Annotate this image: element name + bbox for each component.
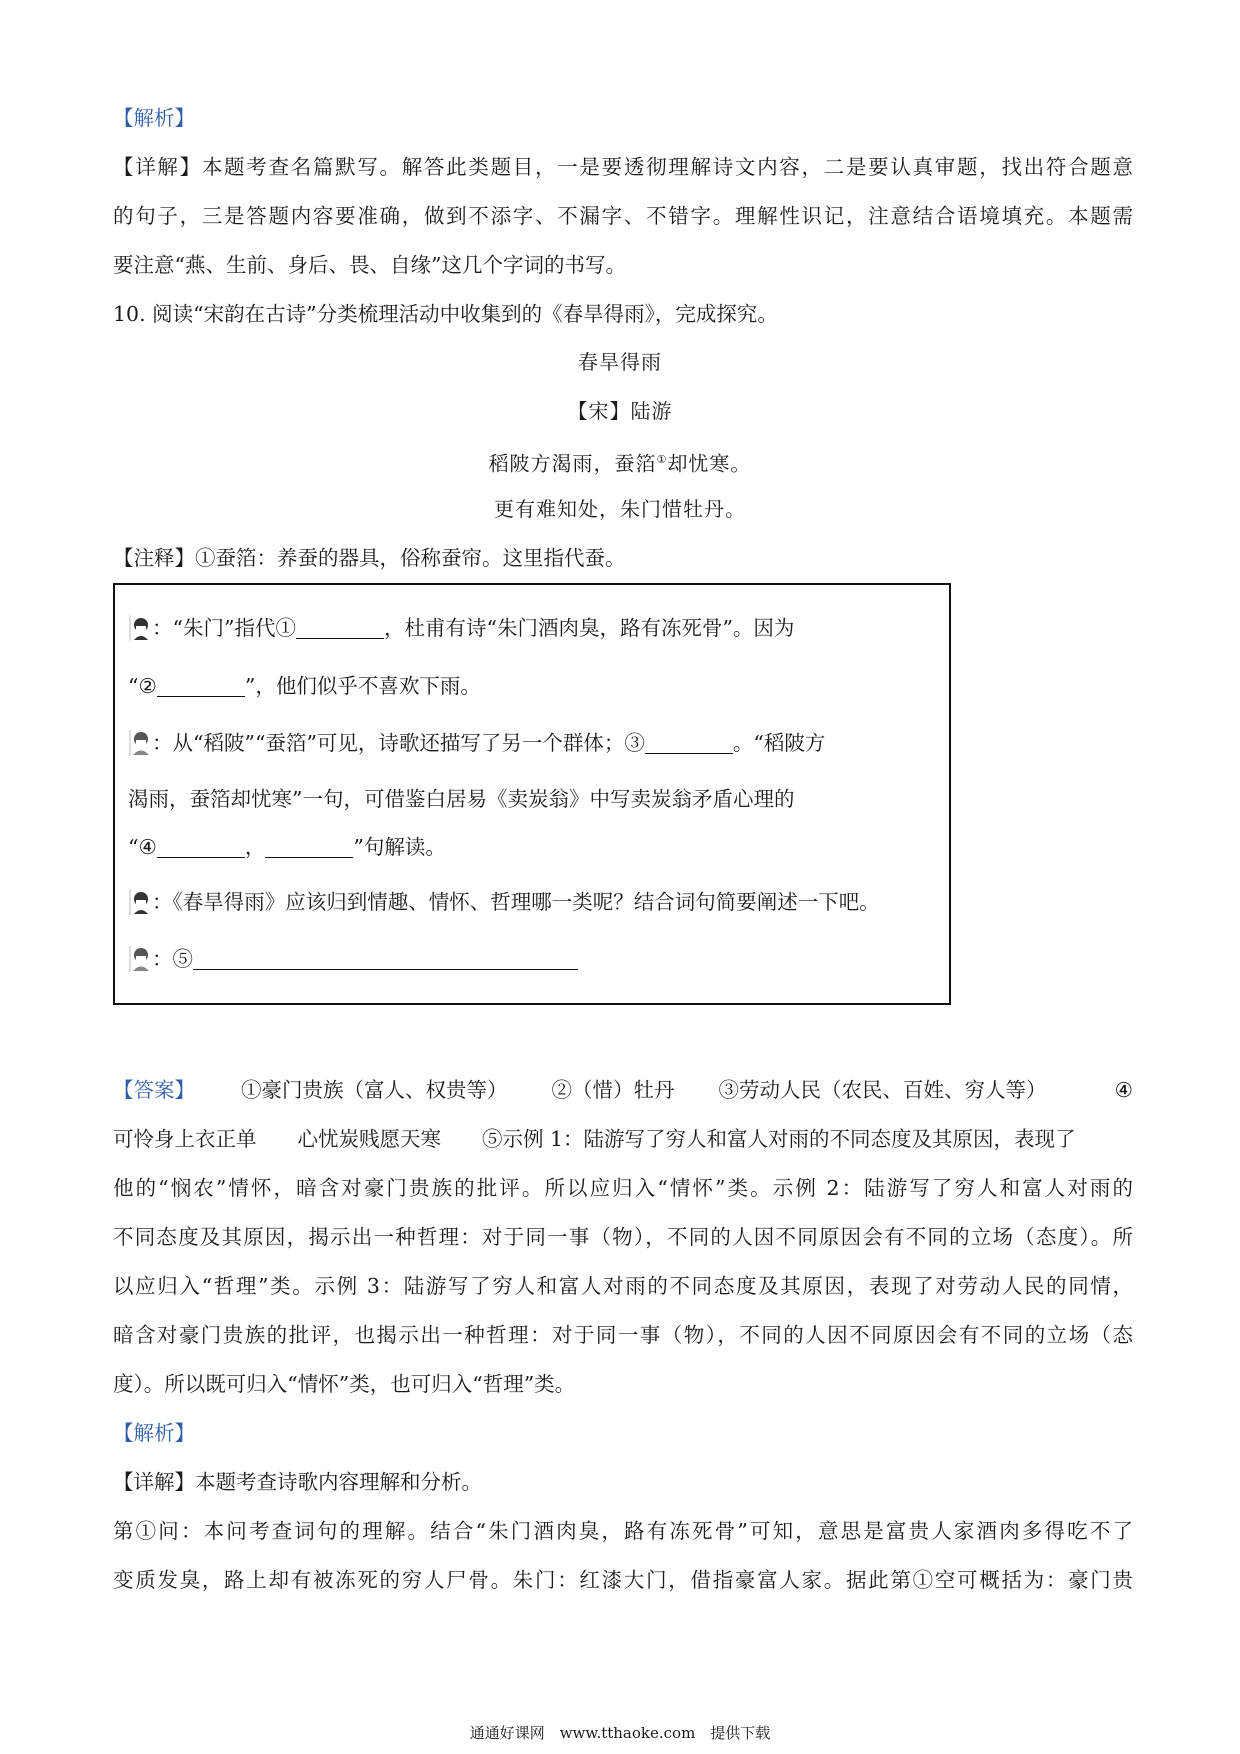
answer-line-3: 不同态度及其原因，揭示出一种哲理：对于同一事（物），不同的人因不同原因会有不同的立场（态度）。所 [113, 1225, 1133, 1249]
dialogue-row-2: “② ”，他们似乎不喜欢下雨。 [128, 674, 481, 698]
blank-1 [296, 616, 384, 639]
poem-title: 春旱得雨 [578, 350, 662, 374]
dialogue-row-6: ：《春旱得雨》应该归到情趣、情怀、哲理哪一类呢？结合词句简要阐述一下吧。 [128, 885, 880, 919]
poem-line-1 [0, 443, 1240, 481]
girl-avatar-icon [128, 730, 150, 756]
dialogue-row-1: ：“朱门”指代① ，杜甫有诗“朱门酒肉臭，路有冻死骨”。因为 [128, 611, 794, 645]
detail-line-2: 的句子，三是答题内容要准确，做到不添字、不漏字、不错字。理解性识记，注意结合语境填充。本题需 [113, 204, 1133, 228]
answer-label: 【答案】 [113, 1078, 195, 1102]
answer-line-4: 以应归入“哲理”类。示例 3：陆游写了穷人和富人对雨的不同态度及其原因，表现了对劳动人民的同情， [113, 1274, 1133, 1298]
dialogue-row-5: “④ ， ”句解读。 [128, 835, 446, 859]
question-10: 10. 阅读“宋韵在古诗”分类梳理活动中收集到的《春旱得雨》，完成探究。 [113, 302, 778, 326]
dialogue-box [113, 583, 951, 1005]
detail-line-3: 要注意“燕、生前、身后、畏、自缘”这几个字词的书写。 [113, 253, 626, 277]
q1-line-2: 变质发臭，路上却有被冻死的穷人尸骨。朱门：红漆大门，借指豪富人家。据此第①空可概括为：豪门贵 [113, 1568, 1133, 1592]
answer-line-1: 可怜身上衣正单 心忧炭贱愿天寒 ⑤示例 1：陆游写了穷人和富人对雨的不同态度及其原因，表现了 [113, 1127, 1076, 1151]
q1-line-1: 第①问：本问考查词句的理解。结合“朱门酒肉臭，路有冻死骨”可知，意思是富贵人家酒肉多得吃不了 [113, 1519, 1133, 1543]
blank-2 [157, 674, 245, 697]
poem-author: 【宋】陆游 [567, 399, 673, 423]
dialogue-row-3: ：从“稻陂”“蚕箔”可见，诗歌还描写了另一个群体；③ 。“稻陂方 [128, 726, 825, 760]
poem-note-marker: ① [656, 453, 668, 466]
blank-3 [645, 731, 733, 754]
blank-5 [193, 947, 578, 970]
dialogue-row-4: 渴雨，蚕箔却忧寒”一句，可借鉴白居易《卖炭翁》中写卖炭翁矛盾心理的 [128, 787, 795, 811]
poem-line-1b: 却忧寒。 [667, 451, 752, 476]
answer-line-5: 暗含对豪门贵族的批评，也揭示出一种哲理：对于同一事（物），不同的人因不同原因会有不同的立场（态 [113, 1323, 1133, 1347]
boy-avatar-icon [128, 889, 150, 915]
annotation-note: 【注释】①蚕箔：养蚕的器具，俗称蚕帘。这里指代蚕。 [113, 546, 626, 570]
girl-avatar-icon [128, 946, 150, 972]
poem-line-2: 更有难知处，朱门惜牡丹。 [494, 497, 746, 521]
blank-4a [157, 835, 245, 858]
answer-row-1: 【答案】 ①豪门贵族（富人、权贵等） ②（惜）牡丹 ③劳动人民（农民、百姓、穷人等） ④ [113, 1078, 1133, 1102]
dialogue-row-7: ：⑤ [128, 942, 578, 976]
analysis-label-2: 【解析】 [113, 1421, 195, 1445]
answer-line-2: 他的“悯农”情怀，暗含对豪门贵族的批评。所以应归入“情怀”类。示例 2：陆游写了穷人和富人对雨的 [113, 1176, 1133, 1200]
analysis-label: 【解析】 [113, 106, 195, 130]
page-footer: 通通好课网 www.tthaoke.com 提供下载 [469, 1724, 771, 1742]
detail-line-1: 【详解】本题考查名篇默写。解答此类题目，一是要透彻理解诗文内容，二是要认真审题，找出符合题意 [113, 155, 1133, 179]
detail-2: 【详解】本题考查诗歌内容理解和分析。 [113, 1470, 482, 1494]
answer-line-6: 度）。所以既可归入“情怀”类，也可归入“哲理”类。 [113, 1372, 576, 1396]
blank-4b [265, 835, 353, 858]
boy-avatar-icon [128, 615, 150, 641]
poem-line-1a: 稻陂方渴雨，蚕箔 [488, 451, 657, 476]
